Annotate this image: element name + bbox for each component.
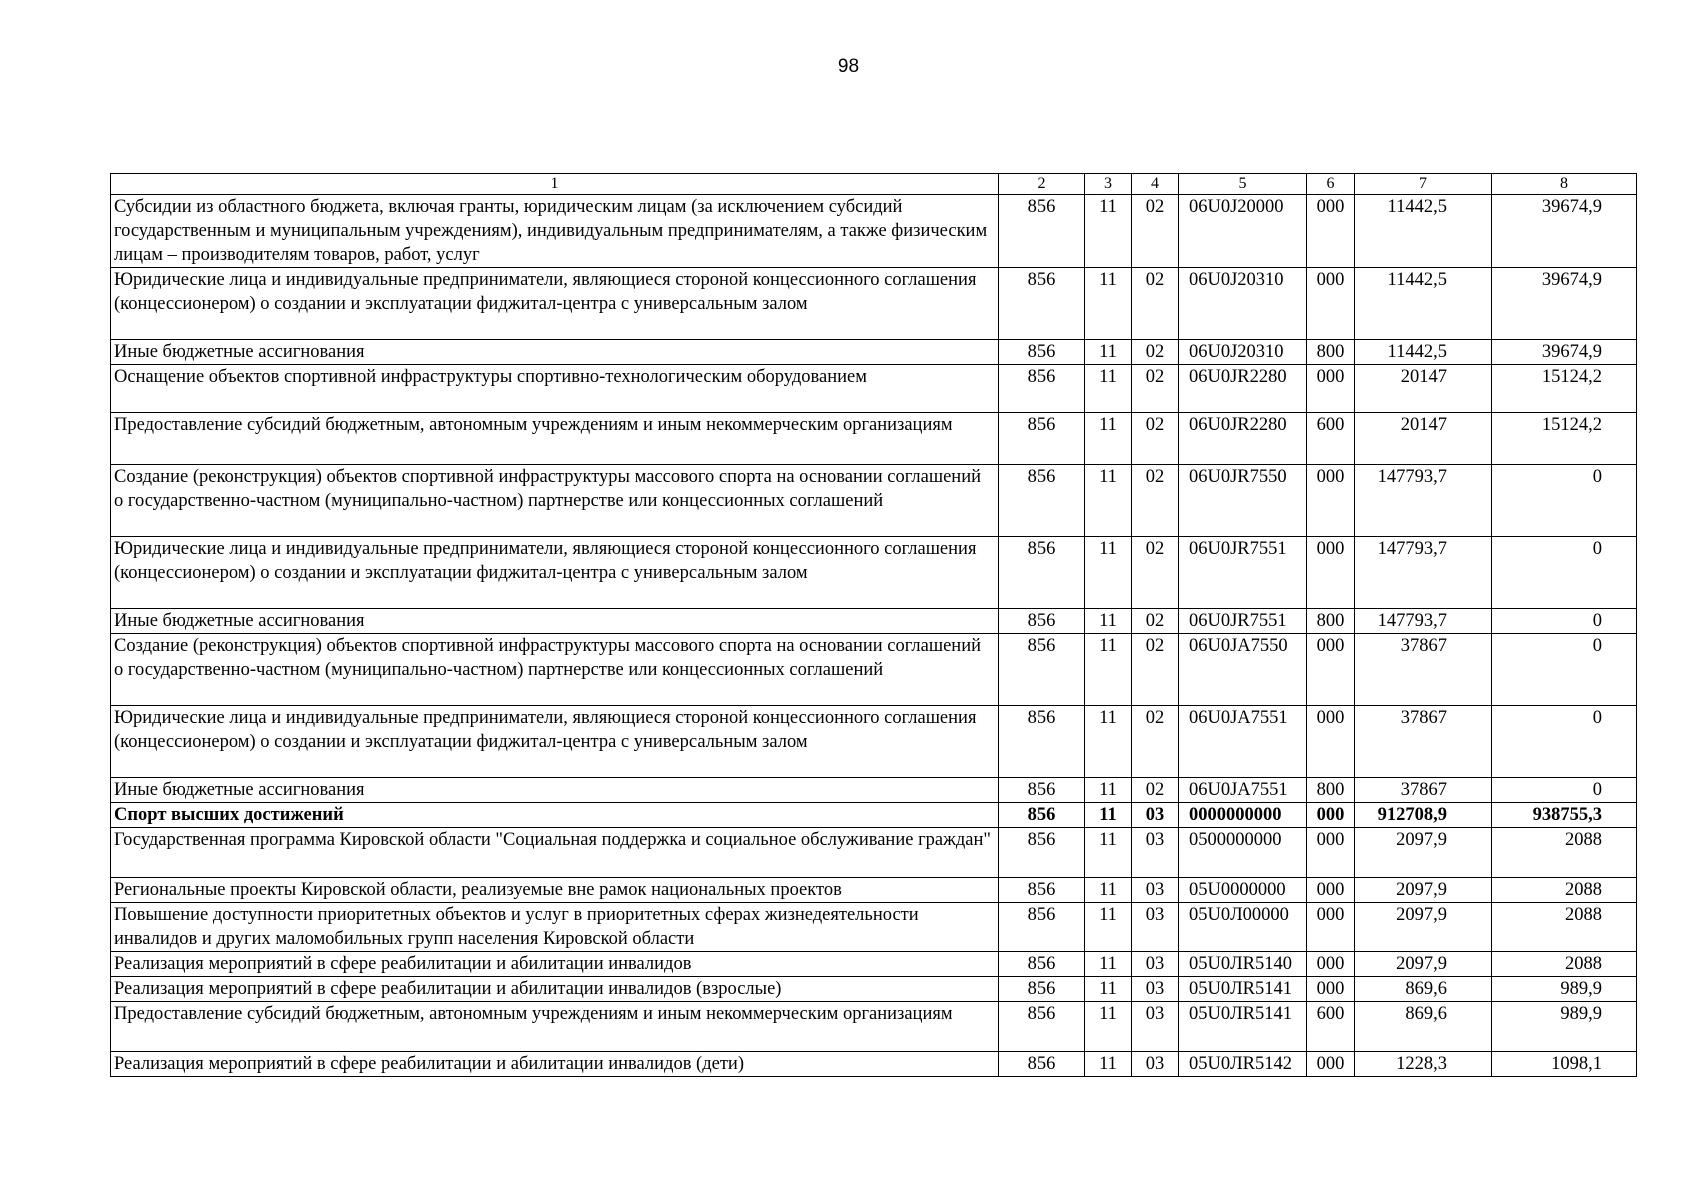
row-col-8-cell: 0: [1492, 465, 1637, 537]
row-col-4-cell: 02: [1132, 465, 1179, 537]
table-row: [111, 634, 1637, 706]
row-col-8-cell: 989,9: [1492, 977, 1637, 1002]
row-col-3-cell: 11: [1085, 1052, 1132, 1077]
row-col-3-cell: 11: [1085, 268, 1132, 340]
row-col-6-cell: 600: [1307, 413, 1355, 465]
row-col-6-cell: 800: [1307, 340, 1355, 365]
row-name-cell: Государственная программа Кировской области "Социальная поддержка и социальное обслуживание граждан": [111, 828, 999, 878]
row-col-4-cell: 02: [1132, 195, 1179, 268]
row-col-5-cell: 05U0ЛR5142: [1179, 1052, 1307, 1077]
row-col-8-cell: 39674,9: [1492, 195, 1637, 268]
row-col-5-cell: 05U0ЛR5141: [1179, 1002, 1307, 1052]
row-col-4-cell: 03: [1132, 1002, 1179, 1052]
row-col-6-cell: 000: [1307, 706, 1355, 778]
row-name-cell: Иные бюджетные ассигнования: [111, 340, 999, 365]
row-col-2-cell: 856: [999, 1002, 1085, 1052]
row-name-cell: Реализация мероприятий в сфере реабилитации и абилитации инвалидов: [111, 952, 999, 977]
row-col-5-cell: 06U0JA7551: [1179, 706, 1307, 778]
row-col-6-cell: 800: [1307, 609, 1355, 634]
row-name-cell: Юридические лица и индивидуальные предприниматели, являющиеся стороной концессионного соглашения (концессионером) о создании и эксплуатации фиджитал-центра с универсальным залом: [111, 706, 999, 778]
row-col-8-cell: 0: [1492, 634, 1637, 706]
row-col-2-cell: 856: [999, 268, 1085, 340]
row-col-4-cell: 02: [1132, 340, 1179, 365]
row-col-2-cell: 856: [999, 465, 1085, 537]
row-col-5-cell: 06U0J20310: [1179, 268, 1307, 340]
row-col-7-cell: 1228,3: [1355, 1052, 1492, 1077]
row-col-8-cell: 0: [1492, 537, 1637, 609]
row-col-4-cell: 03: [1132, 803, 1179, 828]
row-col-5-cell: 06U0JR7551: [1179, 609, 1307, 634]
row-col-7-cell: 869,6: [1355, 977, 1492, 1002]
row-col-2-cell: 856: [999, 413, 1085, 465]
header-col-4: 4: [1132, 174, 1179, 195]
row-col-2-cell: 856: [999, 903, 1085, 952]
row-col-5-cell: 05U0ЛR5141: [1179, 977, 1307, 1002]
table-row: [111, 465, 1637, 537]
row-col-5-cell: 05U0000000: [1179, 878, 1307, 903]
row-col-4-cell: 02: [1132, 634, 1179, 706]
table-row: [111, 268, 1637, 340]
row-col-6-cell: 000: [1307, 952, 1355, 977]
row-col-8-cell: 0: [1492, 778, 1637, 803]
row-col-3-cell: 11: [1085, 903, 1132, 952]
row-col-2-cell: 856: [999, 878, 1085, 903]
row-col-7-cell: 37867: [1355, 778, 1492, 803]
row-col-8-cell: 2088: [1492, 828, 1637, 878]
row-col-5-cell: 06U0JA7551: [1179, 778, 1307, 803]
row-col-7-cell: 11442,5: [1355, 195, 1492, 268]
table-row: [111, 537, 1637, 609]
row-name-cell: Реализация мероприятий в сфере реабилитации и абилитации инвалидов (дети): [111, 1052, 999, 1077]
page-number: 98: [837, 56, 860, 77]
table-row: [111, 903, 1637, 952]
row-col-2-cell: 856: [999, 609, 1085, 634]
header-col-6: 6: [1307, 174, 1355, 195]
row-col-4-cell: 03: [1132, 1052, 1179, 1077]
row-col-7-cell: 20147: [1355, 365, 1492, 413]
row-col-3-cell: 11: [1085, 706, 1132, 778]
row-col-3-cell: 11: [1085, 609, 1132, 634]
row-col-6-cell: 000: [1307, 878, 1355, 903]
row-col-3-cell: 11: [1085, 413, 1132, 465]
table-row: [111, 195, 1637, 268]
row-col-8-cell: 0: [1492, 609, 1637, 634]
row-col-6-cell: 000: [1307, 634, 1355, 706]
table-row: [111, 878, 1637, 903]
row-name-cell: Субсидии из областного бюджета, включая гранты, юридическим лицам (за исключением субсидий государственным и муниципальным учреждениям), индивидуальным предпринимателям, а также физическим лицам – производителям товаров, работ, услуг: [111, 195, 999, 268]
row-col-7-cell: 147793,7: [1355, 537, 1492, 609]
table-body: [111, 195, 1637, 1077]
row-col-7-cell: 37867: [1355, 634, 1492, 706]
row-col-4-cell: 02: [1132, 706, 1179, 778]
row-col-8-cell: 938755,3: [1492, 803, 1637, 828]
row-col-6-cell: 000: [1307, 1052, 1355, 1077]
row-col-5-cell: 06U0JA7550: [1179, 634, 1307, 706]
row-col-4-cell: 03: [1132, 952, 1179, 977]
row-col-6-cell: 000: [1307, 828, 1355, 878]
header-col-2: 2: [999, 174, 1085, 195]
row-col-3-cell: 11: [1085, 195, 1132, 268]
row-col-2-cell: 856: [999, 977, 1085, 1002]
row-col-2-cell: 856: [999, 365, 1085, 413]
row-col-8-cell: 2088: [1492, 903, 1637, 952]
header-col-7: 7: [1355, 174, 1492, 195]
row-name-cell: Региональные проекты Кировской области, реализуемые вне рамок национальных проектов: [111, 878, 999, 903]
row-col-4-cell: 02: [1132, 413, 1179, 465]
table-row: [111, 340, 1637, 365]
row-col-3-cell: 11: [1085, 465, 1132, 537]
row-col-3-cell: 11: [1085, 803, 1132, 828]
table-row: [111, 413, 1637, 465]
row-name-cell: Повышение доступности приоритетных объектов и услуг в приоритетных сферах жизнедеятельности инвалидов и других маломобильных групп населения Кировской области: [111, 903, 999, 952]
row-name-cell: Иные бюджетные ассигнования: [111, 609, 999, 634]
row-col-4-cell: 02: [1132, 537, 1179, 609]
row-col-7-cell: 2097,9: [1355, 878, 1492, 903]
row-col-3-cell: 11: [1085, 778, 1132, 803]
row-name-cell: Спорт высших достижений: [111, 803, 999, 828]
row-col-3-cell: 11: [1085, 878, 1132, 903]
row-col-3-cell: 11: [1085, 365, 1132, 413]
row-col-3-cell: 11: [1085, 977, 1132, 1002]
row-col-6-cell: 000: [1307, 977, 1355, 1002]
row-col-5-cell: 0500000000: [1179, 828, 1307, 878]
row-col-4-cell: 02: [1132, 609, 1179, 634]
row-col-8-cell: 15124,2: [1492, 413, 1637, 465]
row-col-2-cell: 856: [999, 1052, 1085, 1077]
table-row: [111, 706, 1637, 778]
row-col-6-cell: 800: [1307, 778, 1355, 803]
row-col-4-cell: 03: [1132, 878, 1179, 903]
row-col-6-cell: 000: [1307, 903, 1355, 952]
row-col-8-cell: 2088: [1492, 952, 1637, 977]
row-col-6-cell: 000: [1307, 465, 1355, 537]
row-col-7-cell: 2097,9: [1355, 828, 1492, 878]
row-col-3-cell: 11: [1085, 828, 1132, 878]
row-col-3-cell: 11: [1085, 1002, 1132, 1052]
row-col-5-cell: 06U0JR7551: [1179, 537, 1307, 609]
row-col-2-cell: 856: [999, 778, 1085, 803]
row-col-6-cell: 000: [1307, 365, 1355, 413]
row-col-5-cell: 06U0JR2280: [1179, 365, 1307, 413]
row-col-8-cell: 0: [1492, 706, 1637, 778]
table-row: [111, 778, 1637, 803]
row-col-4-cell: 02: [1132, 365, 1179, 413]
row-name-cell: Иные бюджетные ассигнования: [111, 778, 999, 803]
row-col-3-cell: 11: [1085, 340, 1132, 365]
row-col-5-cell: 05U0Л00000: [1179, 903, 1307, 952]
row-col-8-cell: 2088: [1492, 878, 1637, 903]
row-col-7-cell: 11442,5: [1355, 340, 1492, 365]
row-col-7-cell: 2097,9: [1355, 952, 1492, 977]
row-col-6-cell: 000: [1307, 537, 1355, 609]
row-col-4-cell: 03: [1132, 828, 1179, 878]
row-col-4-cell: 03: [1132, 903, 1179, 952]
row-col-5-cell: 0000000000: [1179, 803, 1307, 828]
table-row: [111, 977, 1637, 1002]
row-col-5-cell: 06U0J20000: [1179, 195, 1307, 268]
row-col-2-cell: 856: [999, 537, 1085, 609]
row-name-cell: Юридические лица и индивидуальные предприниматели, являющиеся стороной концессионного соглашения (концессионером) о создании и эксплуатации фиджитал-центра с универсальным залом: [111, 268, 999, 340]
table-row: [111, 1002, 1637, 1052]
row-col-3-cell: 11: [1085, 537, 1132, 609]
row-col-6-cell: 000: [1307, 195, 1355, 268]
row-col-2-cell: 856: [999, 952, 1085, 977]
row-col-8-cell: 39674,9: [1492, 340, 1637, 365]
row-name-cell: Реализация мероприятий в сфере реабилитации и абилитации инвалидов (взрослые): [111, 977, 999, 1002]
table-row: [111, 609, 1637, 634]
row-col-3-cell: 11: [1085, 634, 1132, 706]
table-row: [111, 365, 1637, 413]
row-col-2-cell: 856: [999, 706, 1085, 778]
row-col-2-cell: 856: [999, 340, 1085, 365]
row-col-4-cell: 02: [1132, 778, 1179, 803]
row-col-2-cell: 856: [999, 828, 1085, 878]
header-col-1: 1: [111, 174, 999, 195]
row-col-5-cell: 05U0ЛR5140: [1179, 952, 1307, 977]
budget-table: [110, 173, 1637, 1077]
row-name-cell: Предоставление субсидий бюджетным, автономным учреждениям и иным некоммерческим организациям: [111, 413, 999, 465]
row-col-6-cell: 600: [1307, 1002, 1355, 1052]
row-col-3-cell: 11: [1085, 952, 1132, 977]
row-name-cell: Предоставление субсидий бюджетным, автономным учреждениям и иным некоммерческим организациям: [111, 1002, 999, 1052]
row-col-7-cell: 37867: [1355, 706, 1492, 778]
row-col-7-cell: 912708,9: [1355, 803, 1492, 828]
row-col-8-cell: 39674,9: [1492, 268, 1637, 340]
row-col-2-cell: 856: [999, 634, 1085, 706]
row-name-cell: Создание (реконструкция) объектов спортивной инфраструктуры массового спорта на основании соглашений о государственно-частном (муниципально-частном) партнерстве или концессионных соглашений: [111, 465, 999, 537]
header-col-8: 8: [1492, 174, 1637, 195]
table-row: [111, 828, 1637, 878]
header-col-3: 3: [1085, 174, 1132, 195]
row-col-7-cell: 147793,7: [1355, 465, 1492, 537]
row-col-8-cell: 989,9: [1492, 1002, 1637, 1052]
table-row: [111, 1052, 1637, 1077]
table-row: [111, 952, 1637, 977]
row-col-5-cell: 06U0J20310: [1179, 340, 1307, 365]
row-col-4-cell: 03: [1132, 977, 1179, 1002]
row-col-7-cell: 869,6: [1355, 1002, 1492, 1052]
row-name-cell: Создание (реконструкция) объектов спортивной инфраструктуры массового спорта на основании соглашений о государственно-частном (муниципально-частном) партнерстве или концессионных соглашений: [111, 634, 999, 706]
header-row: [111, 174, 1637, 195]
row-col-6-cell: 000: [1307, 803, 1355, 828]
row-col-4-cell: 02: [1132, 268, 1179, 340]
row-col-5-cell: 06U0JR2280: [1179, 413, 1307, 465]
row-col-7-cell: 20147: [1355, 413, 1492, 465]
row-col-7-cell: 2097,9: [1355, 903, 1492, 952]
row-name-cell: Оснащение объектов спортивной инфраструктуры спортивно-технологическим оборудованием: [111, 365, 999, 413]
row-col-2-cell: 856: [999, 803, 1085, 828]
header-col-5: 5: [1179, 174, 1307, 195]
row-col-8-cell: 1098,1: [1492, 1052, 1637, 1077]
row-col-5-cell: 06U0JR7550: [1179, 465, 1307, 537]
row-col-8-cell: 15124,2: [1492, 365, 1637, 413]
table-row: [111, 803, 1637, 828]
row-col-6-cell: 000: [1307, 268, 1355, 340]
row-col-2-cell: 856: [999, 195, 1085, 268]
row-col-7-cell: 147793,7: [1355, 609, 1492, 634]
row-name-cell: Юридические лица и индивидуальные предприниматели, являющиеся стороной концессионного соглашения (концессионером) о создании и эксплуатации фиджитал-центра с универсальным залом: [111, 537, 999, 609]
row-col-7-cell: 11442,5: [1355, 268, 1492, 340]
